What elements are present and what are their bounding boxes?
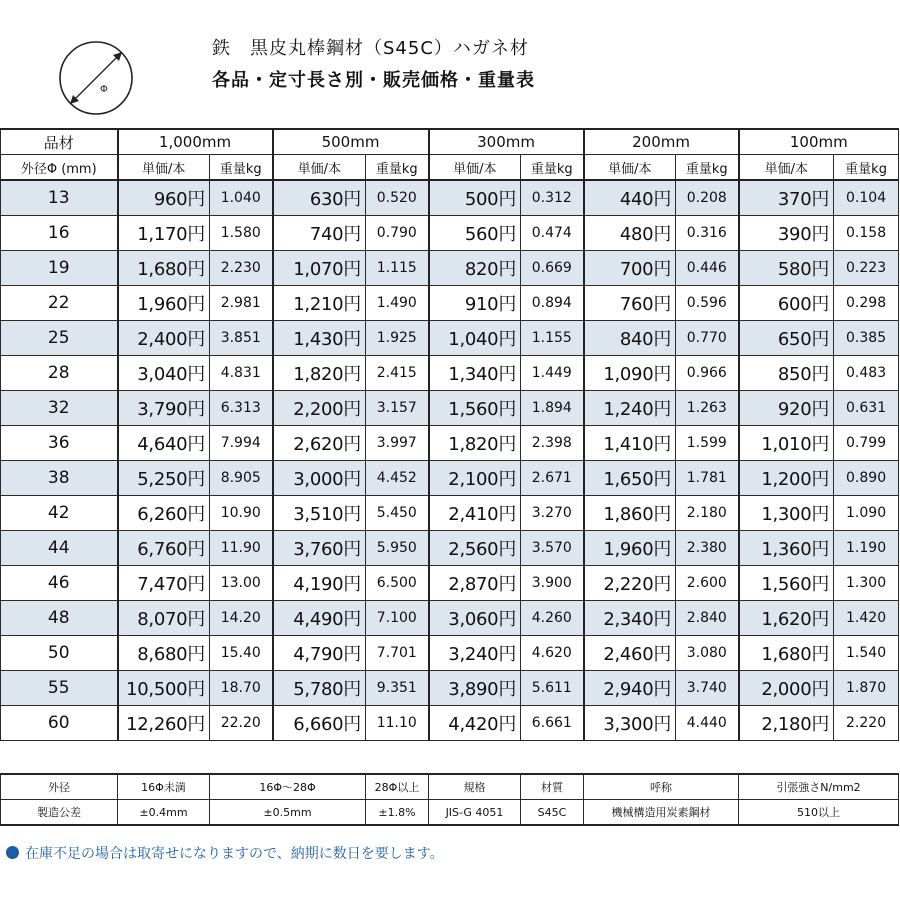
weight-cell: 5.950 [366,531,429,566]
price-cell: 4,790円 [273,636,366,671]
weight-cell: 6.500 [366,566,429,601]
weight-cell: 1.090 [834,496,899,531]
weight-cell: 2.220 [834,706,899,741]
price-cell: 2,400円 [118,321,210,356]
price-cell: 920円 [739,391,834,426]
diameter-cell: 13 [1,180,118,216]
weight-cell: 0.894 [521,286,584,321]
weight-cell: 1.040 [210,180,273,216]
weight-cell: 0.520 [366,180,429,216]
price-cell: 3,890円 [429,671,521,706]
diameter-cell: 50 [1,636,118,671]
page-title: 鉄 黒皮丸棒鋼材（S45C）ハガネ材 [212,38,529,59]
price-cell: 4,640円 [118,426,210,461]
weight-cell: 0.770 [676,321,739,356]
weight-cell: 5.450 [366,496,429,531]
price-cell: 1,340円 [429,356,521,391]
weight-cell: 1.925 [366,321,429,356]
weight-cell: 6.313 [210,391,273,426]
table-row [1,216,899,251]
weight-cell: 1.263 [676,391,739,426]
weight-cell: 0.298 [834,286,899,321]
length-header: 100mm [739,129,899,155]
weight-cell: 1.300 [834,566,899,601]
length-header: 500mm [273,129,429,155]
price-column-header: 単価/本 [739,155,834,181]
price-cell: 2,180円 [739,706,834,741]
price-cell: 630円 [273,180,366,216]
price-cell: 1,200円 [739,461,834,496]
table-row [1,531,899,566]
weight-column-header: 重量kg [210,155,273,181]
price-cell: 1,650円 [584,461,676,496]
table-row [1,251,899,286]
price-cell: 910円 [429,286,521,321]
corner-header-bottom: 外径Φ (mm) [1,155,118,181]
price-table-body [1,180,899,741]
weight-cell: 1.781 [676,461,739,496]
price-cell: 1,210円 [273,286,366,321]
weight-cell: 11.90 [210,531,273,566]
weight-cell: 0.385 [834,321,899,356]
spec-cell: ±0.4mm [118,800,210,826]
weight-cell: 0.483 [834,356,899,391]
diameter-cell: 38 [1,461,118,496]
weight-cell: 1.420 [834,601,899,636]
spec-cell: S45C [521,800,584,826]
weight-cell: 1.599 [676,426,739,461]
price-cell: 1,070円 [273,251,366,286]
weight-cell: 14.20 [210,601,273,636]
weight-cell: 2.981 [210,286,273,321]
table-row [1,356,899,391]
weight-cell: 2.230 [210,251,273,286]
weight-column-header: 重量kg [676,155,739,181]
diameter-cell: 48 [1,601,118,636]
weight-cell: 0.669 [521,251,584,286]
weight-cell: 4.831 [210,356,273,391]
bullet-icon [6,846,19,859]
weight-cell: 0.790 [366,216,429,251]
weight-cell: 11.10 [366,706,429,741]
price-column-header: 単価/本 [584,155,676,181]
price-cell: 3,040円 [118,356,210,391]
corner-header-top: 品材 [1,129,118,155]
price-cell: 1,040円 [429,321,521,356]
price-cell: 8,680円 [118,636,210,671]
weight-cell: 0.631 [834,391,899,426]
price-cell: 560円 [429,216,521,251]
price-cell: 960円 [118,180,210,216]
weight-cell: 2.671 [521,461,584,496]
price-cell: 3,790円 [118,391,210,426]
weight-column-header: 重量kg [521,155,584,181]
price-cell: 440円 [584,180,676,216]
price-cell: 2,100円 [429,461,521,496]
weight-cell: 2.415 [366,356,429,391]
price-cell: 4,420円 [429,706,521,741]
price-cell: 840円 [584,321,676,356]
price-cell: 2,870円 [429,566,521,601]
price-cell: 1,430円 [273,321,366,356]
price-cell: 6,760円 [118,531,210,566]
diameter-cell: 36 [1,426,118,461]
price-cell: 6,260円 [118,496,210,531]
spec-cell: ±1.8% [366,800,429,826]
weight-cell: 1.894 [521,391,584,426]
price-cell: 6,660円 [273,706,366,741]
page-subtitle: 各品・定寸長さ別・販売価格・重量表 [212,70,535,91]
table-row [1,321,899,356]
weight-cell: 3.900 [521,566,584,601]
price-cell: 760円 [584,286,676,321]
weight-column-header: 重量kg [366,155,429,181]
weight-cell: 4.260 [521,601,584,636]
price-cell: 4,190円 [273,566,366,601]
weight-cell: 4.620 [521,636,584,671]
price-column-header: 単価/本 [118,155,210,181]
price-cell: 7,470円 [118,566,210,601]
weight-cell: 2.600 [676,566,739,601]
price-cell: 500円 [429,180,521,216]
weight-cell: 3.851 [210,321,273,356]
price-cell: 1,560円 [739,566,834,601]
weight-column-header: 重量kg [834,155,899,181]
diameter-cell: 60 [1,706,118,741]
spec-cell: 呼称 [584,774,739,800]
weight-cell: 9.351 [366,671,429,706]
table-row [1,461,899,496]
price-cell: 820円 [429,251,521,286]
price-column-header: 単価/本 [273,155,366,181]
weight-cell: 0.890 [834,461,899,496]
price-cell: 700円 [584,251,676,286]
diameter-cell: 32 [1,391,118,426]
price-cell: 3,000円 [273,461,366,496]
weight-cell: 1.490 [366,286,429,321]
spec-cell: 引張強さN/mm2 [739,774,899,800]
weight-cell: 5.611 [521,671,584,706]
table-row [1,671,899,706]
price-cell: 2,940円 [584,671,676,706]
diagram-label: Φ [100,84,108,95]
price-cell: 1,090円 [584,356,676,391]
price-cell: 580円 [739,251,834,286]
spec-cell: 16Φ未満 [118,774,210,800]
price-cell: 10,500円 [118,671,210,706]
weight-cell: 0.474 [521,216,584,251]
price-cell: 850円 [739,356,834,391]
price-cell: 2,460円 [584,636,676,671]
spec-cell: 28Φ以上 [366,774,429,800]
price-cell: 740円 [273,216,366,251]
weight-cell: 2.380 [676,531,739,566]
price-cell: 600円 [739,286,834,321]
price-weight-table [0,128,899,741]
diameter-cell: 44 [1,531,118,566]
header [0,0,900,128]
weight-cell: 22.20 [210,706,273,741]
table-row [1,180,899,216]
price-cell: 650円 [739,321,834,356]
weight-cell: 1.155 [521,321,584,356]
diameter-cell: 19 [1,251,118,286]
weight-cell: 3.080 [676,636,739,671]
weight-cell: 0.799 [834,426,899,461]
weight-cell: 3.997 [366,426,429,461]
price-cell: 3,760円 [273,531,366,566]
weight-cell: 7.100 [366,601,429,636]
stock-note [6,843,444,863]
weight-cell: 3.270 [521,496,584,531]
weight-cell: 6.661 [521,706,584,741]
price-cell: 1,300円 [739,496,834,531]
weight-cell: 0.223 [834,251,899,286]
length-header: 300mm [429,129,584,155]
weight-cell: 0.596 [676,286,739,321]
table-row [1,496,899,531]
stock-note-text: 在庫不足の場合は取寄せになりますので、納期に数日を要します。 [25,846,444,862]
diameter-cell: 55 [1,671,118,706]
weight-cell: 13.00 [210,566,273,601]
price-cell: 2,340円 [584,601,676,636]
spec-cell: JIS-G 4051 [429,800,521,826]
weight-cell: 15.40 [210,636,273,671]
price-cell: 3,300円 [584,706,676,741]
diameter-cell: 22 [1,286,118,321]
weight-cell: 0.316 [676,216,739,251]
price-cell: 1,410円 [584,426,676,461]
price-cell: 1,960円 [118,286,210,321]
table-row [1,706,899,741]
weight-cell: 1.540 [834,636,899,671]
weight-cell: 0.446 [676,251,739,286]
table-row [1,391,899,426]
weight-cell: 8.905 [210,461,273,496]
price-cell: 1,360円 [739,531,834,566]
price-cell: 390円 [739,216,834,251]
weight-cell: 0.966 [676,356,739,391]
price-cell: 2,620円 [273,426,366,461]
price-cell: 1,680円 [118,251,210,286]
table-row [1,636,899,671]
round-bar-diameter-icon [56,38,136,118]
weight-cell: 1.870 [834,671,899,706]
length-header: 200mm [584,129,739,155]
table-row [1,286,899,321]
price-cell: 1,560円 [429,391,521,426]
spec-cell: ±0.5mm [210,800,366,826]
weight-cell: 4.452 [366,461,429,496]
price-cell: 2,000円 [739,671,834,706]
weight-cell: 3.570 [521,531,584,566]
price-cell: 2,560円 [429,531,521,566]
weight-cell: 1.449 [521,356,584,391]
weight-cell: 0.158 [834,216,899,251]
price-cell: 8,070円 [118,601,210,636]
weight-cell: 0.312 [521,180,584,216]
weight-cell: 0.104 [834,180,899,216]
table-row [1,426,899,461]
price-cell: 2,410円 [429,496,521,531]
weight-cell: 1.190 [834,531,899,566]
weight-cell: 2.398 [521,426,584,461]
diameter-cell: 25 [1,321,118,356]
spec-cell: 機械構造用炭素鋼材 [584,800,739,826]
price-cell: 1,620円 [739,601,834,636]
price-cell: 3,510円 [273,496,366,531]
spec-cell: 外径 [1,774,118,800]
weight-cell: 2.840 [676,601,739,636]
spec-cell: 材質 [521,774,584,800]
price-cell: 3,060円 [429,601,521,636]
price-cell: 5,780円 [273,671,366,706]
diameter-cell: 16 [1,216,118,251]
weight-cell: 2.180 [676,496,739,531]
weight-cell: 18.70 [210,671,273,706]
price-cell: 1,860円 [584,496,676,531]
price-cell: 1,240円 [584,391,676,426]
price-cell: 370円 [739,180,834,216]
weight-cell: 4.440 [676,706,739,741]
length-header: 1,000mm [118,129,273,155]
spec-cell: 510以上 [739,800,899,826]
price-cell: 1,170円 [118,216,210,251]
diameter-cell: 28 [1,356,118,391]
spec-cell: 規格 [429,774,521,800]
price-cell: 4,490円 [273,601,366,636]
table-row [1,601,899,636]
price-cell: 3,240円 [429,636,521,671]
price-cell: 1,820円 [273,356,366,391]
price-cell: 480円 [584,216,676,251]
spec-table [0,773,899,826]
diameter-cell: 46 [1,566,118,601]
price-cell: 1,960円 [584,531,676,566]
price-cell: 1,010円 [739,426,834,461]
price-cell: 1,680円 [739,636,834,671]
table-row [1,566,899,601]
weight-cell: 1.115 [366,251,429,286]
weight-cell: 7.701 [366,636,429,671]
weight-cell: 7.994 [210,426,273,461]
price-cell: 5,250円 [118,461,210,496]
weight-cell: 1.580 [210,216,273,251]
price-cell: 1,820円 [429,426,521,461]
spec-cell: 16Φ～28Φ [210,774,366,800]
diameter-cell: 42 [1,496,118,531]
price-cell: 2,200円 [273,391,366,426]
price-cell: 2,220円 [584,566,676,601]
weight-cell: 0.208 [676,180,739,216]
spec-cell: 製造公差 [1,800,118,826]
weight-cell: 10.90 [210,496,273,531]
price-cell: 12,260円 [118,706,210,741]
weight-cell: 3.157 [366,391,429,426]
price-column-header: 単価/本 [429,155,521,181]
weight-cell: 3.740 [676,671,739,706]
